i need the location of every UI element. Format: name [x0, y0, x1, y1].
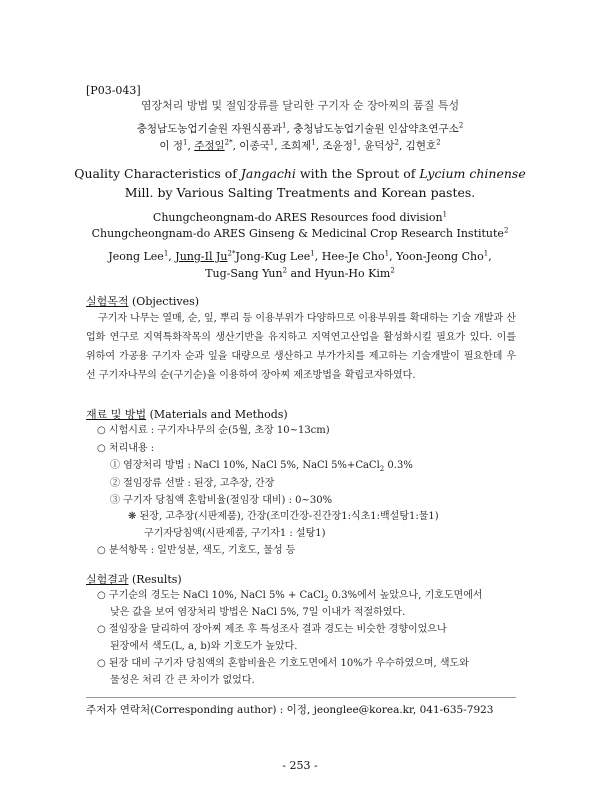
- page-number: - 253 -: [282, 759, 318, 772]
- corresponding-author: 주저자 연락처(Corresponding author) : 이정, jeonglee@korea.kr, 041-635-7923: [86, 704, 494, 716]
- objectives-heading: 실험목적 (Objectives): [86, 295, 200, 308]
- footer-divider: [86, 697, 516, 698]
- authors-korean: 이 정$^1$, 주정일$^{2*}$, 이종국$^1$, 조희제$^1$, 조윤정$^1$, 윤덕상$^2$, 김현호$^2$: [159, 138, 441, 152]
- results-item-1-cont: 낮은 값을 보여 염장처리 방법은 NaCl 5%, 7일 이내가 적절하였다.: [110, 607, 406, 618]
- methods-item-analysis: ○ 분석항목 : 일반성분, 색도, 기호도, 물성 등: [97, 545, 296, 556]
- title-korean: 염장처리 방법 및 절임장류를 달리한 구기자 순 장아찌의 품질 특성: [140, 99, 460, 112]
- methods-note-products: ❋ 된장, 고추장(시판제품), 간장(조미간장-진간장1:식초1:백설탕1:물1): [128, 511, 439, 522]
- paper-code: [P03-043]: [86, 84, 141, 97]
- methods-sub-paste: ② 절임장류 선발 : 된장, 고추장, 간장: [110, 478, 275, 489]
- objectives-text: 구기자 나무는 열매, 순, 잎, 뿌리 등 이용부위가 다양하므로 이용부위를 확대하는 기술 개발과 산업화 연구로 지역특화작목의 생산기반을 유지하고 지역연고산업을 활성화시킬 필요가 있다. 이를 위하여 가공용 구기자 순과 잎을 대량으로 생산하고 부가가치를 제고하는 기술개발이 필요한데 우선 구기자나무의 순(구기순)을 이용하여 장아찌 제조방법을 확립코자하였다.: [86, 313, 516, 381]
- methods-note-syrup: 구기자당침액(시판제품, 구기자1 : 설탕1): [144, 528, 326, 539]
- results-item-3: ○ 된장 대비 구기자 당침액의 혼합비율은 기호도면에서 10%가 우수하였으며, 색도와: [97, 658, 469, 669]
- results-item-1: ○ 구기순의 경도는 NaCl 10%, NaCl 5% + CaCl$_2$ 0.3%에서 높았으나, 기호도면에서: [97, 590, 483, 603]
- methods-sub-ratio: ③ 구기자 당침액 혼합비율(절임장 대비) : 0~30%: [110, 495, 333, 506]
- affiliation-english: Chungcheongnam-do ARES Resources food division$^1$ Chungcheongnam-do ARES Ginseng & Medicinal Crop Research Institute$^2$: [91, 210, 509, 240]
- methods-heading: 재료 및 방법 (Materials and Methods): [86, 408, 288, 421]
- results-item-2: ○ 절임장을 달리하여 장아찌 제조 후 특성조사 결과 경도는 비슷한 경향이었으나: [97, 624, 447, 635]
- methods-item-treatment: ○ 처리내용 :: [97, 443, 155, 454]
- results-heading: 실험결과 (Results): [86, 573, 182, 586]
- methods-sub-salting: ① 염장처리 방법 : NaCl 10%, NaCl 5%, NaCl 5%+CaCl$_2$ 0.3%: [110, 460, 413, 473]
- title-english: Quality Characteristics of Jangachi with the Sprout of Lycium chinense Mill. by Various Salting Treatments and Korean pastes.: [74, 166, 526, 200]
- results-item-3-cont: 물성은 처리 간 큰 차이가 없었다.: [110, 675, 255, 686]
- methods-item-sample: ○ 시험시료 : 구기자나무의 순(5월, 초장 10~13cm): [97, 425, 330, 436]
- affiliation-korean: 충청남도농업기술원 자원식품과$^1$, 충청남도농업기술원 인삼약초연구소$^2$: [136, 121, 464, 135]
- results-item-2-cont: 된장에서 색도(L, a, b)와 기호도가 높았다.: [110, 641, 298, 652]
- authors-english: Jeong Lee$^1$, Jung-Il $Ju^{2*}Jong$-Kug Lee$^1$, Hee-Je Cho$^1$, Yoon-Jeong Cho$^1$, Tug-Sang Yun$^2$ and Hyun-Ho Kim$^2$: [108, 249, 492, 280]
